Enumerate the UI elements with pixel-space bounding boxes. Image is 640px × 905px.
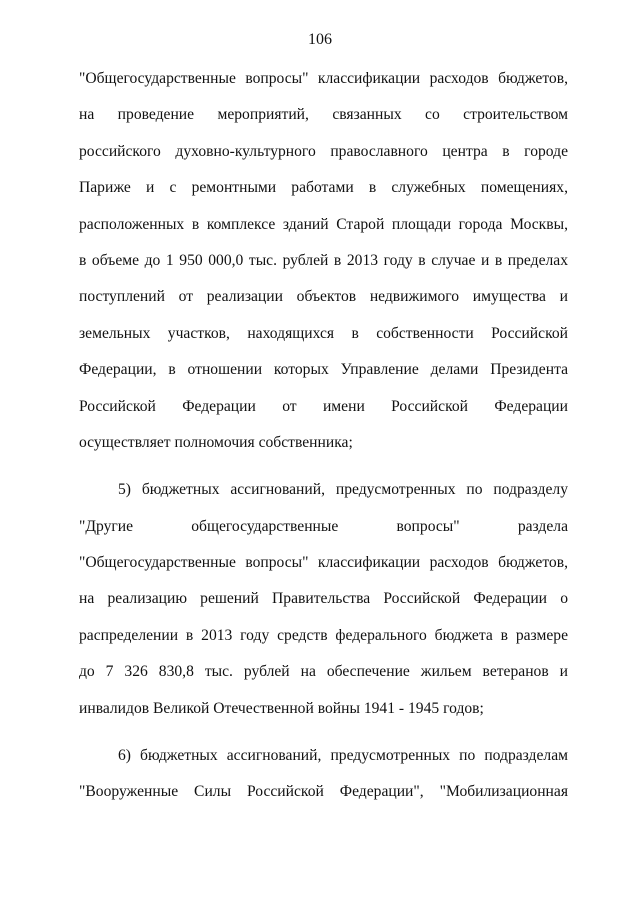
paragraph: [79, 61, 568, 461]
text-line: распределении в 2013 году средств федерального бюджета в размере: [79, 626, 568, 644]
text-line: расположенных в комплексе зданий Старой площади города Москвы,: [79, 215, 568, 233]
text-line: в объеме до 1 950 000,0 тыс. рублей в 2013 году в случае и в пределах: [79, 251, 568, 269]
text-line: "Вооруженные Силы Российской Федерации", "Мобилизационная: [79, 783, 568, 801]
text-line: Федерации, в отношении которых Управление делами Президента: [79, 361, 568, 379]
paragraph-spacer: [79, 727, 568, 738]
text-line: поступлений от реализации объектов недвижимого имущества и: [79, 288, 568, 306]
text-line: на реализацию решений Правительства Российской Федерации о: [79, 590, 568, 608]
text-line: "Другие общегосударственные вопросы" раздела: [79, 517, 568, 535]
paragraph-spacer: [79, 461, 568, 472]
text-line: до 7 326 830,8 тыс. рублей на обеспечение жильем ветеранов и: [79, 663, 568, 681]
text-line: Российской Федерации от имени Российской Федерации: [79, 397, 568, 415]
text-line: "Общегосударственные вопросы" классификации расходов бюджетов,: [79, 70, 568, 87]
text-line: 5) бюджетных ассигнований, предусмотренных по подразделу: [118, 481, 568, 499]
paragraph: [79, 738, 568, 811]
text-line: "Общегосударственные вопросы" классификации расходов бюджетов,: [79, 554, 568, 572]
paragraph: [79, 472, 568, 727]
text-line: инвалидов Великой Отечественной войны 1941 - 1945 годов;: [79, 699, 484, 717]
text-line: 6) бюджетных ассигнований, предусмотренных по подразделам: [118, 747, 568, 765]
text-line: Париже и с ремонтными работами в служебных помещениях,: [79, 179, 568, 197]
document-body: [79, 61, 568, 811]
text-line: земельных участков, находящихся в собственности Российской: [79, 324, 568, 342]
page-number: 106: [308, 31, 332, 48]
text-line: на проведение мероприятий, связанных со строительством: [79, 106, 568, 124]
text-line: российского духовно-культурного православного центра в городе: [79, 142, 568, 160]
text-line: осуществляет полномочия собственника;: [79, 433, 353, 451]
